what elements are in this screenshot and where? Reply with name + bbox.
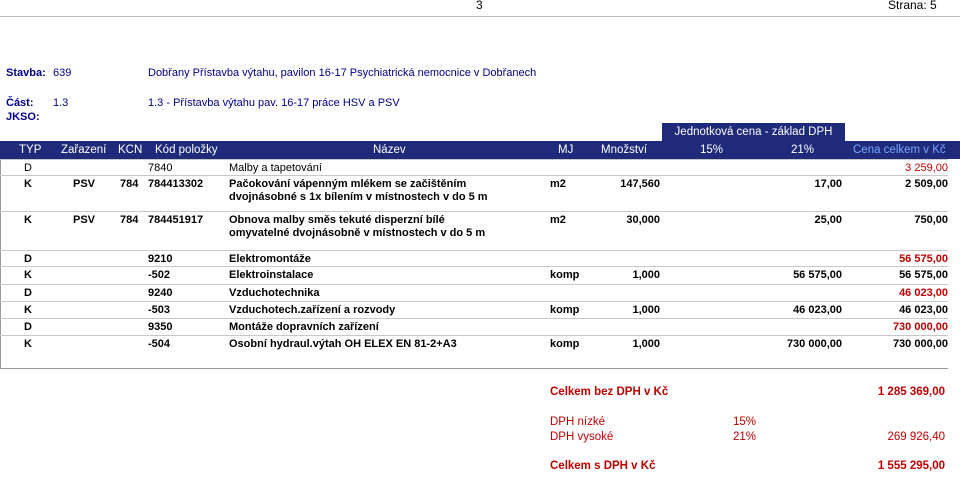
cell-kod: 9210 bbox=[148, 253, 173, 265]
cell-mnozstvi: 30,000 bbox=[626, 214, 660, 226]
cell-mnozstvi: 1,000 bbox=[632, 269, 660, 281]
vat-low-label: DPH nízké bbox=[550, 416, 605, 428]
cell-typ: D bbox=[24, 253, 32, 265]
col-celkem: Cena celkem v Kč bbox=[853, 144, 946, 156]
cell-typ: K bbox=[24, 269, 32, 281]
page-number: 3 bbox=[476, 0, 483, 12]
cell-kcn: 784 bbox=[120, 178, 139, 190]
vat-low-rate: 15% bbox=[733, 416, 757, 428]
cell-celkem: 730 000,00 bbox=[892, 321, 948, 333]
page-label: Strana: 5 bbox=[888, 0, 937, 12]
stavba-code: 639 bbox=[53, 67, 72, 79]
col-mj: MJ bbox=[558, 144, 574, 156]
total-with-vat-value: 1 555 295,00 bbox=[877, 460, 945, 472]
col-15: 15% bbox=[700, 144, 724, 156]
cell-typ: K bbox=[24, 214, 32, 226]
cell-celkem: 2 509,00 bbox=[905, 178, 948, 190]
cell-c21: 56 575,00 bbox=[793, 269, 842, 281]
cell-kod: 9240 bbox=[148, 287, 173, 299]
vat-high-value: 269 926,40 bbox=[887, 431, 945, 443]
cell-kod: -504 bbox=[148, 338, 171, 350]
table-row bbox=[0, 338, 960, 355]
cell-celkem: 730 000,00 bbox=[892, 338, 948, 350]
cell-nazev: Obnova malby směs tekuté disperzní bílé bbox=[229, 214, 445, 226]
stavba-label: Stavba: bbox=[6, 67, 46, 79]
cell-nazev: Pačokování vápenným mlékem se začištěním bbox=[229, 178, 467, 190]
col-21: 21% bbox=[791, 144, 815, 156]
cell-mj: m2 bbox=[550, 214, 566, 226]
cell-nazev: Malby a tapetování bbox=[229, 162, 322, 174]
cell-kod: 784413302 bbox=[148, 178, 204, 190]
cell-mnozstvi: 1,000 bbox=[632, 338, 660, 350]
cell-kod: -503 bbox=[148, 304, 171, 316]
row-divider bbox=[0, 318, 948, 319]
col-zarazeni: Zařazení bbox=[61, 144, 107, 156]
row-divider bbox=[0, 159, 948, 160]
table-bottom-border bbox=[0, 368, 948, 369]
col-mnozstvi: Množství bbox=[601, 144, 648, 156]
vat-high-label: DPH vysoké bbox=[550, 431, 614, 443]
row-divider bbox=[0, 175, 948, 176]
cast-name: 1.3 - Přístavba výtahu pav. 16-17 práce HSV a PSV bbox=[148, 97, 400, 109]
row-divider bbox=[0, 284, 948, 285]
total-with-vat-label: Celkem s DPH v Kč bbox=[550, 460, 656, 472]
total-without-vat-value: 1 285 369,00 bbox=[877, 386, 945, 398]
cell-c21: 17,00 bbox=[814, 178, 842, 190]
cell-nazev: omyvatelné dvojnásobně v místnostech v do 5 m bbox=[229, 227, 486, 239]
cell-c21: 46 023,00 bbox=[793, 304, 842, 316]
cell-c21: 25,00 bbox=[814, 214, 842, 226]
cell-typ: K bbox=[24, 338, 32, 350]
cell-zarazeni: PSV bbox=[73, 214, 96, 226]
row-divider bbox=[0, 335, 948, 336]
col-kcn: KCN bbox=[118, 144, 143, 156]
cell-nazev: Vzduchotech.zařízení a rozvody bbox=[229, 304, 396, 316]
cell-kcn: 784 bbox=[120, 214, 139, 226]
vat-high-rate: 21% bbox=[733, 431, 757, 443]
cell-celkem: 56 575,00 bbox=[899, 253, 948, 265]
cell-c21: 730 000,00 bbox=[786, 338, 842, 350]
cell-celkem: 46 023,00 bbox=[899, 287, 948, 299]
cast-code: 1.3 bbox=[53, 97, 69, 109]
jkso-label: JKSO: bbox=[6, 111, 40, 123]
stavba-name: Dobřany Přístavba výtahu, pavilon 16-17 Psychiatrická nemocnice v Dobřanech bbox=[148, 67, 537, 79]
col-kod: Kód položky bbox=[155, 144, 218, 156]
unit-price-group-header: Jednotková cena - základ DPH bbox=[662, 123, 845, 141]
cell-mnozstvi: 147,560 bbox=[620, 178, 660, 190]
cell-celkem: 3 259,00 bbox=[905, 162, 948, 174]
row-divider bbox=[0, 250, 948, 251]
cell-nazev: Vzduchotechnika bbox=[229, 287, 320, 299]
cell-kod: 9350 bbox=[148, 321, 173, 333]
cell-nazev: Osobní hydraul.výtah OH ELEX EN 81-2+A3 bbox=[229, 338, 457, 350]
table-header-bar bbox=[0, 141, 960, 159]
cell-mj: komp bbox=[550, 269, 580, 281]
cell-zarazeni: PSV bbox=[73, 178, 96, 190]
row-divider bbox=[0, 266, 948, 267]
cell-mj: m2 bbox=[550, 178, 566, 190]
cell-celkem: 750,00 bbox=[914, 214, 948, 226]
cell-nazev: Elektroinstalace bbox=[229, 269, 314, 281]
cell-typ: D bbox=[24, 162, 32, 174]
cell-mnozstvi: 1,000 bbox=[632, 304, 660, 316]
col-nazev: Název bbox=[373, 144, 406, 156]
cell-celkem: 46 023,00 bbox=[899, 304, 948, 316]
cell-typ: D bbox=[24, 321, 32, 333]
row-divider bbox=[0, 301, 948, 302]
cell-kod: -502 bbox=[148, 269, 171, 281]
cell-typ: K bbox=[24, 304, 32, 316]
row-divider bbox=[0, 211, 948, 212]
top-divider bbox=[0, 16, 960, 17]
cell-kod: 784451917 bbox=[148, 214, 204, 226]
cell-typ: D bbox=[24, 287, 32, 299]
cell-celkem: 56 575,00 bbox=[899, 269, 948, 281]
cell-nazev: Montáže dopravních zařízení bbox=[229, 321, 379, 333]
table-row bbox=[0, 178, 960, 214]
col-typ: TYP bbox=[19, 144, 42, 156]
cell-nazev: Elektromontáže bbox=[229, 253, 311, 265]
cell-nazev: dvojnásobné s 1x bílením v místnostech v do 5 m bbox=[229, 191, 488, 203]
cell-mj: komp bbox=[550, 338, 580, 350]
total-without-vat-label: Celkem bez DPH v Kč bbox=[550, 386, 669, 398]
cell-typ: K bbox=[24, 178, 32, 190]
cell-mj: komp bbox=[550, 304, 580, 316]
table-row bbox=[0, 214, 960, 252]
cell-kod: 7840 bbox=[148, 162, 173, 174]
cast-label: Část: bbox=[6, 97, 34, 109]
